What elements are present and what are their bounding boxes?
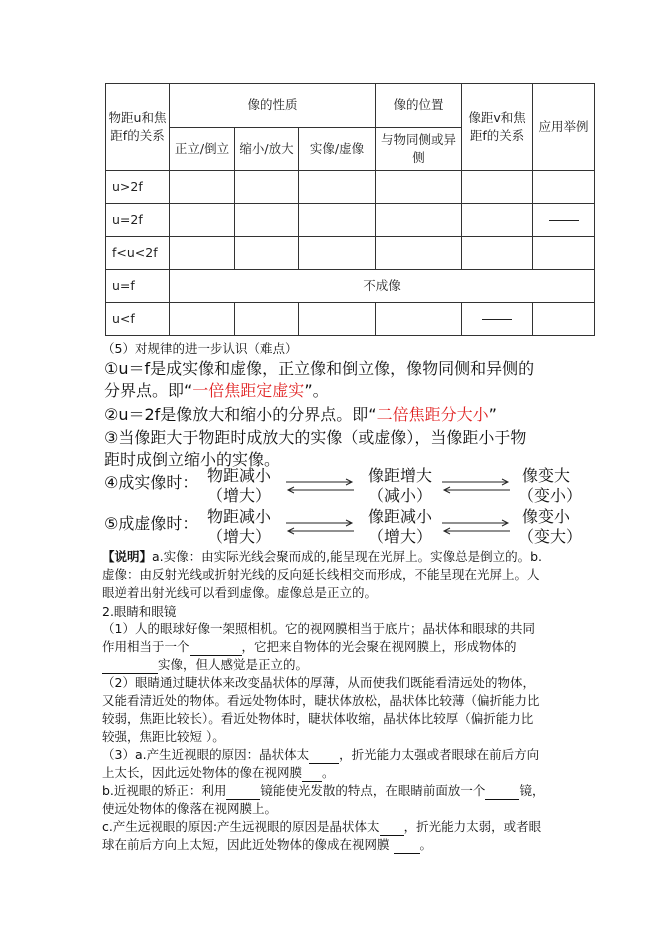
note-line-1: 【说明】a.实像：由实际光线会聚而成的,能呈现在光屏上。实像总是倒立的。b. [102, 549, 543, 564]
p3-line-3: b.近视眼的矫正：利用 镜能使光发散的特点，在眼睛前面放一个 镜， [102, 783, 545, 798]
dash-mark [549, 220, 579, 221]
rule-1-highlight: 一倍焦距定虚实 [192, 381, 305, 400]
double-arrow-icon [284, 478, 356, 494]
row-label: u>2f [106, 171, 170, 204]
table-row [106, 171, 595, 204]
header-image-nature: 像的性质 [170, 84, 376, 128]
rule-3-line-2: 距时成倒立缩小的实像。 [104, 450, 281, 469]
p2-line-1: （2）眼睛通过睫状体来改变晶状体的厚薄，从而使我们既能看清远处的物体， [102, 675, 535, 690]
rule-2-highlight: 二倍焦距分大小 [376, 405, 489, 424]
fill-blank[interactable] [226, 786, 260, 800]
p2-line-3: 较弱，焦距比较长）。看近处物体时，睫状体收缩，晶状体比较厚（偏折能力比 [102, 711, 534, 726]
rule-4-result-alt: （变小） [518, 486, 583, 505]
rule-4-image-alt: （减小） [368, 486, 433, 505]
double-arrow-icon [440, 478, 512, 494]
section-eyes-title: 2.眼睛和眼镜 [102, 604, 177, 619]
rule-5-object: 物距减小 [207, 507, 272, 526]
rule-4-object-alt: （增大） [207, 486, 272, 505]
rule-5-image: 像距减小 [368, 507, 433, 526]
p1-line-1: （1）人的眼球好像一架照相机。它的视网膜相当于底片；晶状体和眼球的共同 [102, 621, 535, 636]
rule-5-label: ⑤成虚像时： [104, 514, 199, 533]
row-label: f<u<2f [106, 237, 170, 270]
table-row [106, 204, 595, 237]
fill-blank[interactable] [102, 660, 158, 674]
rule-4-image: 像距增大 [368, 466, 433, 485]
rule-1-line-1: ①u＝f是成实像和虚像，正立像和倒立像，像物同侧和异侧的 [104, 359, 535, 378]
rule-5-object-alt: （增大） [207, 527, 272, 546]
note-line-3: 眼逆着出射光线可以看到虚像。虚像总是正立的。 [102, 585, 378, 600]
rule-5-result: 像变小 [522, 507, 571, 526]
header-relation: 物距u和焦距f的关系 [106, 84, 170, 171]
p1-line-3: 实像，但人感觉是正立的。 [102, 656, 308, 674]
subheader-real-virtual: 实像/虚像 [299, 128, 376, 171]
dash-mark [482, 319, 512, 320]
rule-4-label: ④成实像时： [104, 473, 199, 492]
section-5-title: （5）对规律的进一步认识（难点） [102, 341, 298, 356]
no-image-cell: 不成像 [170, 270, 595, 303]
subheader-side: 与物同侧或异侧 [376, 128, 462, 171]
p3-line-2: 上太长，因此远处物体的像在视网膜 。 [102, 765, 335, 780]
fill-blank[interactable] [394, 840, 420, 854]
p3-line-4: 使远处物体的像落在视网膜上。 [102, 801, 278, 816]
fill-blank[interactable] [380, 822, 404, 836]
rule-3-line-1: ③当像距大于物距时成放大的实像（或虚像），当像距小于物 [104, 428, 527, 447]
p3-line-1: （3）a.产生近视眼的原因：晶状体太 ，折光能力太强或者眼球在前后方向 [102, 747, 540, 762]
header-v-f-relation: 像距v和焦距f的关系 [462, 84, 533, 171]
row-label: u=f [106, 270, 170, 303]
table-row [106, 237, 595, 270]
p3-line-6: 球在前后方向上太短，因此近处物体的像成在视网膜 。 [102, 837, 433, 852]
double-arrow-icon [440, 519, 512, 535]
row-label: u=2f [106, 204, 170, 237]
rule-2: ②u＝2f是像放大和缩小的分界点。即“二倍焦距分大小” [104, 405, 497, 424]
note-line-2: 虚像：由反射光线或折射光线的反向延长线相交而形成，不能呈现在光屏上。人 [102, 567, 540, 582]
rule-1-line-2: 分界点。即“一倍焦距定虚实”。 [104, 381, 329, 400]
rule-4-object: 物距减小 [207, 466, 272, 485]
p2-line-4: 较强，焦距比较短 ）。 [102, 729, 225, 744]
p3-line-5: c.产生远视眼的原因:产生远视眼的原因是晶状体太 ，折光能力太弱，或者眼 [102, 819, 542, 834]
rule-5-image-alt: （增大） [368, 527, 433, 546]
subheader-size: 缩小/放大 [235, 128, 299, 171]
table-row [106, 303, 595, 336]
rule-5-result-alt: （变大） [518, 527, 583, 546]
row-label: u<f [106, 303, 170, 336]
table-row [106, 270, 595, 303]
header-application: 应用举例 [533, 84, 595, 171]
rule-4-result: 像变大 [522, 466, 571, 485]
double-arrow-icon [284, 519, 356, 535]
fill-blank[interactable] [190, 642, 242, 656]
subheader-upright: 正立/倒立 [170, 128, 235, 171]
fill-blank[interactable] [302, 768, 322, 782]
p1-line-2: 作用相当于一个 ，它把来自物体的光会聚在视网膜上，形成物体的 [102, 639, 517, 654]
lens-imaging-table [105, 83, 595, 336]
fill-blank[interactable] [485, 786, 519, 800]
p2-line-2: 又能看清近处的物体。看远处物体时，睫状体放松，晶状体比较薄（偏折能力比 [102, 693, 540, 708]
header-image-position: 像的位置 [376, 84, 462, 128]
fill-blank[interactable] [309, 750, 339, 764]
